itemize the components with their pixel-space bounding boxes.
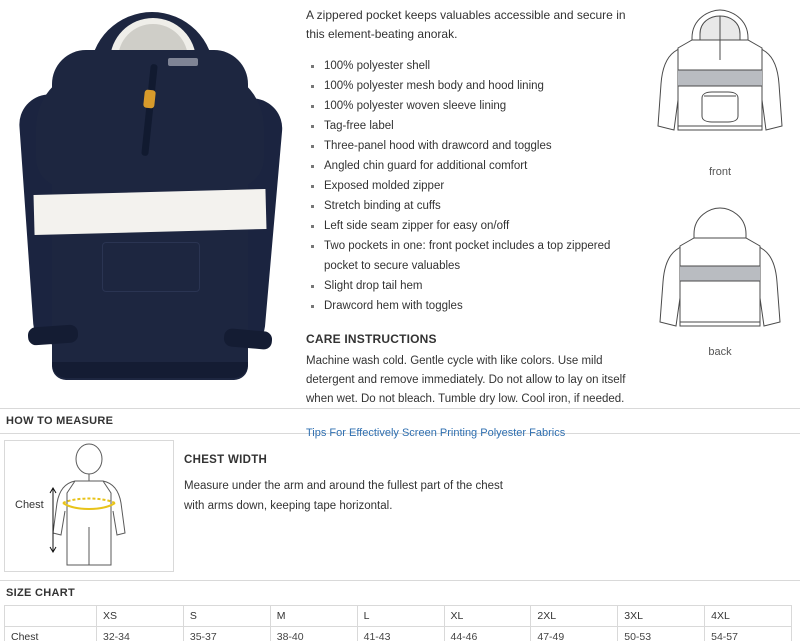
product-image-column (0, 0, 296, 400)
jacket-zipper-pull-icon (143, 89, 156, 108)
table-row (5, 627, 792, 641)
jacket-brand-logo (168, 58, 198, 66)
line-art-column (640, 0, 800, 408)
care-instructions-heading: CARE INSTRUCTIONS (306, 332, 437, 346)
column-header-xs: XS (97, 606, 184, 627)
list-item: Left side seam zipper for easy on/off (306, 216, 626, 236)
product-intro-text: A zippered pocket keeps valuables accessible and secure in this element-beating anorak. (306, 8, 626, 41)
list-item: Stretch binding at cuffs (306, 196, 626, 216)
size-chart-heading: SIZE CHART (0, 580, 800, 605)
chest-measure-label: Chest (15, 499, 44, 511)
list-item: Two pockets in one: front pocket includes a top zippered pocket to secure valuables (306, 236, 626, 276)
table-corner-cell (5, 606, 97, 627)
cell-chest-m: 38-40 (270, 627, 357, 641)
list-item: Slight drop tail hem (306, 276, 626, 296)
cell-chest-s: 35-37 (183, 627, 270, 641)
jacket-back-line-art-icon (640, 204, 800, 344)
jacket-front-line-art-icon (640, 4, 800, 154)
measure-instructions (174, 440, 503, 572)
screen-printing-tips-link[interactable]: Tips For Effectively Screen Printing Polyester Fabrics (306, 427, 566, 439)
list-item: Exposed molded zipper (306, 176, 626, 196)
column-header-2xl: 2XL (531, 606, 618, 627)
column-header-3xl: 3XL (618, 606, 705, 627)
cell-chest-xs: 32-34 (97, 627, 184, 641)
list-item: 100% polyester mesh body and hood lining (306, 76, 626, 96)
chest-width-line-2: with arms down, keeping tape horizontal. (184, 500, 393, 512)
list-item: Three-panel hood with drawcord and toggles (306, 136, 626, 156)
care-instructions-text: Machine wash cold. Gentle cycle with like colors. Use mild detergent and remove immediately. Do not allow to lay on itself when wet. Do not bleach. Tumble dry low. Cool iron, if needed. (306, 355, 626, 405)
column-header-4xl: 4XL (705, 606, 792, 627)
cell-chest-2xl: 47-49 (531, 627, 618, 641)
chest-width-heading: CHEST WIDTH (184, 454, 268, 466)
how-to-measure-heading: HOW TO MEASURE (0, 408, 800, 434)
jacket-front-pocket (102, 242, 200, 292)
chest-width-line-1: Measure under the arm and around the fullest part of the chest (184, 480, 503, 492)
column-header-xl: XL (444, 606, 531, 627)
list-item: 100% polyester shell (306, 56, 626, 76)
list-item: Drawcord hem with toggles (306, 296, 626, 316)
how-to-measure-section (0, 434, 800, 580)
column-header-l: L (357, 606, 444, 627)
front-view-caption: front (708, 166, 731, 178)
feature-list (306, 56, 626, 316)
list-item: Angled chin guard for additional comfort (306, 156, 626, 176)
row-label-chest: Chest (5, 627, 97, 641)
column-header-s: S (183, 606, 270, 627)
measurement-diagram (4, 440, 174, 572)
cell-chest-l: 41-43 (357, 627, 444, 641)
size-chart-table (4, 605, 792, 641)
list-item: Tag-free label (306, 116, 626, 136)
cell-chest-3xl: 50-53 (618, 627, 705, 641)
product-photo (18, 6, 280, 394)
jacket-left-cuff (27, 324, 78, 345)
front-view-artwork (640, 4, 800, 164)
cell-chest-4xl: 54-57 (705, 627, 792, 641)
back-view-caption: back (708, 346, 732, 358)
jacket-hem (52, 362, 248, 378)
jacket-chest-stripe (34, 189, 267, 235)
anorak-jacket-illustration (18, 6, 280, 394)
cell-chest-xl: 44-46 (444, 627, 531, 641)
column-header-m: M (270, 606, 357, 627)
product-description-column (296, 0, 640, 439)
table-header-row (5, 606, 792, 627)
list-item: 100% polyester woven sleeve lining (306, 96, 626, 116)
back-view-artwork (640, 204, 800, 344)
